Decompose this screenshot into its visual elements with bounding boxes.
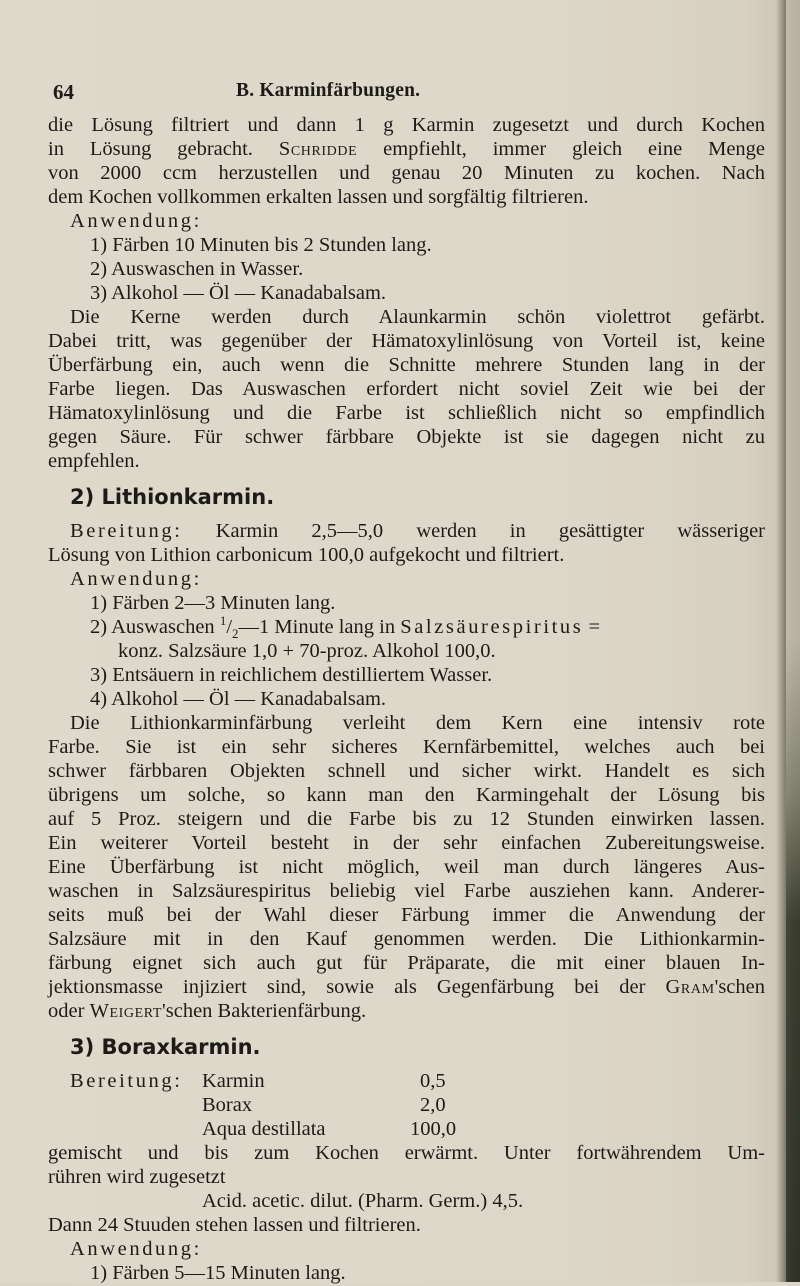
list-item: 1) Färben 2—3 Minuten lang. — [90, 592, 336, 614]
author-name: Gram — [665, 976, 715, 998]
text-line: Die Kerne werden durch Alaunkarmin schön violettrot gefärbt. — [70, 306, 765, 328]
text-line: Eine Überfärbung ist nicht möglich, weil man durch längeres Aus- — [48, 856, 765, 878]
list-item: 1) Färben 10 Minuten bis 2 Stunden lang. — [90, 234, 432, 256]
list-item-continuation: konz. Salzsäure 1,0 + 70-proz. Alkohol 100,0. — [118, 640, 496, 662]
section-label: Anwendung: — [70, 1238, 202, 1260]
text-line: jektionsmasse injiziert sind, sowie als Gegenfärbung bei der Gram'schen — [48, 976, 765, 998]
text-line: Salzsäure mit in den Kauf genommen werden. Die Lithionkarmin- — [48, 928, 765, 950]
text-line: rühren wird zugesetzt — [48, 1166, 226, 1188]
recipe-ingredient: Borax — [202, 1094, 253, 1116]
list-item: 2) Auswaschen in Wasser. — [90, 258, 304, 280]
text-line: in Lösung gebracht. Schridde empfiehlt, immer gleich eine Menge — [48, 138, 766, 160]
page-number: 64 — [53, 80, 74, 104]
recipe-amount: 0,5 — [420, 1070, 446, 1092]
section-heading: 2) Lithionkarmin. — [70, 485, 275, 509]
section-label: Bereitung: — [70, 520, 183, 542]
text-line: oder Weigert'schen Bakterienfärbung. — [48, 1000, 367, 1022]
text-line: Die Lithionkarminfärbung verleiht dem Kern eine intensiv rote — [70, 712, 765, 734]
text-line: Überfärbung ein, auch wenn die Schnitte mehrere Stunden lang in der — [48, 354, 765, 376]
text-line: Ein weiterer Vorteil besteht in der sehr einfachen Zubereitungsweise. — [48, 832, 765, 854]
text-line: Lösung von Lithion carbonicum 100,0 aufgekocht und filtriert. — [48, 544, 565, 566]
author-name: Schridde — [278, 138, 358, 160]
recipe-ingredient: Karmin — [202, 1070, 265, 1092]
text-line: Farbe liegen. Das Auswaschen erfordert nicht soviel Zeit wie bei der — [48, 378, 765, 400]
text-line: Acid. acetic. dilut. (Pharm. Germ.) 4,5. — [202, 1190, 524, 1212]
running-title: B. Karminfärbungen. — [236, 80, 421, 101]
list-item: 3) Alkohol — Öl — Kanadabalsam. — [90, 282, 387, 304]
recipe-row — [70, 1070, 765, 1094]
section-label: Bereitung: — [70, 1070, 183, 1092]
list-item: 1) Färben 5—15 Minuten lang. — [90, 1262, 346, 1284]
recipe-amount: 100,0 — [410, 1118, 457, 1140]
section-label: Anwendung: — [70, 210, 202, 232]
text-line: waschen in Salzsäurespiritus beliebig viel Farbe ausziehen kann. Anderer- — [48, 880, 765, 902]
text-line: übrigens um solche, so kann man den Karmingehalt der Lösung bis — [48, 784, 765, 806]
text-line: die Lösung filtriert und dann 1 g Karmin zugesetzt und durch Kochen — [48, 114, 765, 136]
list-item: 4) Alkohol — Öl — Kanadabalsam. — [90, 688, 387, 710]
text-line: von 2000 ccm herzustellen und genau 20 Minuten zu kochen. Nach — [48, 162, 765, 184]
text-line: gegen Säure. Für schwer färbbare Objekte ist sie dagegen nicht zu — [48, 426, 765, 448]
text-line: gemischt und bis zum Kochen erwärmt. Unter fortwährendem Um- — [48, 1142, 765, 1164]
recipe-amount: 2,0 — [420, 1094, 446, 1116]
emphasized-term: Salzsäurespiritus — [400, 616, 584, 638]
text-line: Hämatoxylinlösung und die Farbe ist schließlich nicht so empfindlich — [48, 402, 765, 424]
text-line: empfehlen. — [48, 450, 140, 472]
text-line: seits muß bei der Wahl dieser Färbung immer die Anwendung der — [48, 904, 765, 926]
section-heading: 3) Boraxkarmin. — [70, 1035, 261, 1059]
text-line: Bereitung: Karmin 2,5—5,0 werden in gesättigter wässeriger — [70, 520, 766, 542]
text-line: dem Kochen vollkommen erkalten lassen und sorgfältig filtrieren. — [48, 186, 589, 208]
text-line: Farbe. Sie ist ein sehr sicheres Kernfärbemittel, welches auch bei — [48, 736, 765, 758]
author-name: Weigert — [89, 1000, 163, 1022]
text-line: Dabei tritt, was gegenüber der Hämatoxylinlösung von Vorteil ist, keine — [48, 330, 765, 352]
text-line: färbung eignet sich auch gut für Präparate, die mit einer blauen In- — [48, 952, 765, 974]
list-item: 3) Entsäuern in reichlichem destilliertem Wasser. — [90, 664, 493, 686]
text-line: schwer färbbaren Objekten schnell und sicher wirkt. Handelt es sich — [48, 760, 765, 782]
recipe-ingredient: Aqua destillata — [202, 1118, 326, 1140]
text-line: Dann 24 Stuuden stehen lassen und filtrieren. — [48, 1214, 421, 1236]
section-label: Anwendung: — [70, 568, 202, 590]
list-item: 2) Auswaschen $^1/_2—1$ Minute lang in Salzsäurespiritus = — [90, 613, 601, 642]
text-line: auf 5 Proz. steigern und die Farbe bis zu 12 Stunden einwirken lassen. — [48, 808, 765, 830]
